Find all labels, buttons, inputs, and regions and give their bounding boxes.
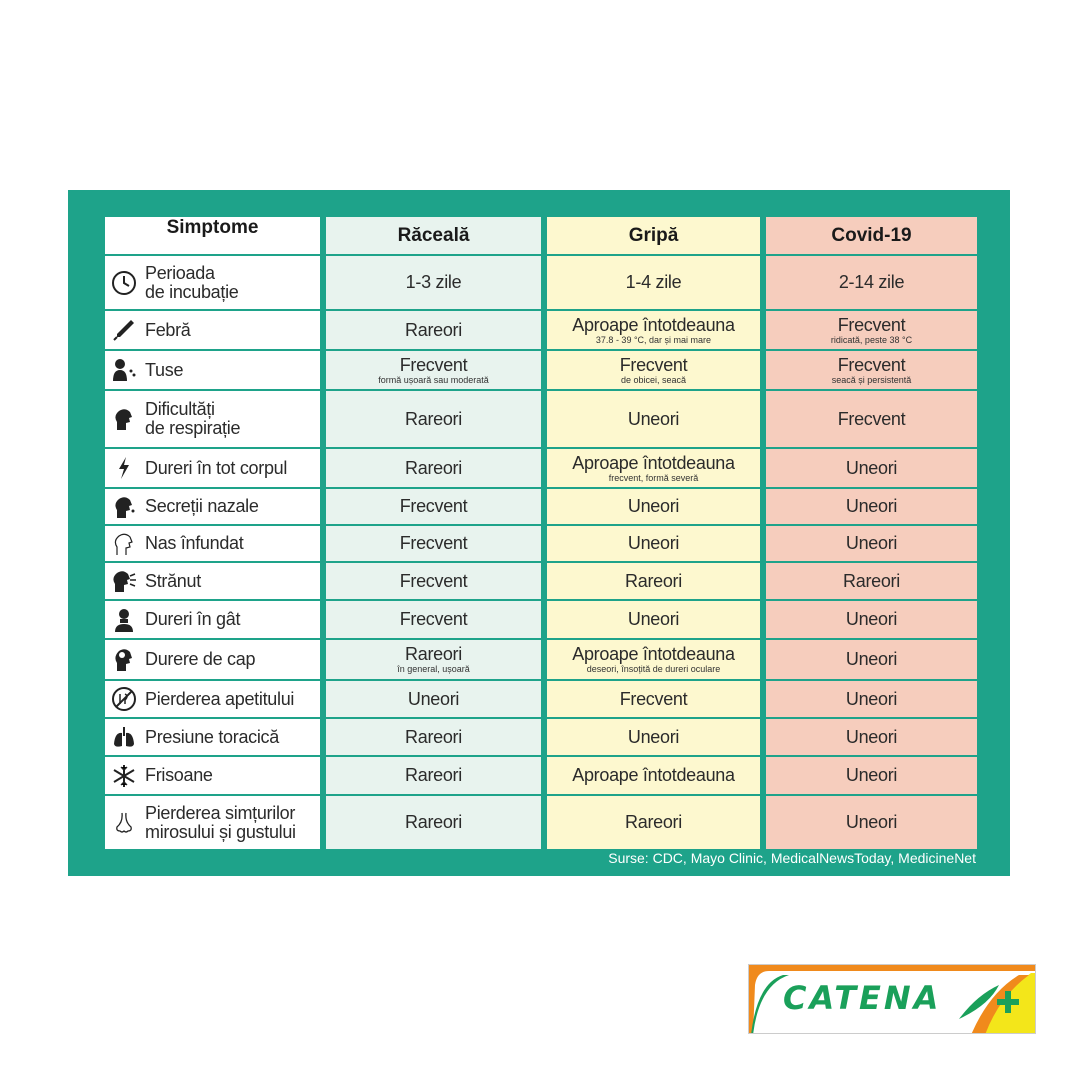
symptom-label: Perioada de incubație [145, 262, 239, 302]
cell-value: Uneori [845, 649, 898, 669]
symptom-label: Durere de cap [145, 649, 256, 669]
symptom-cell [105, 489, 320, 524]
cell-value: Rareori [405, 457, 462, 478]
flu-cell [547, 311, 760, 349]
cell-value: Aproape întotdeauna [572, 765, 735, 785]
cell-note: seacă și persistentă [831, 374, 912, 385]
flu-cell [547, 449, 760, 487]
cell-value: Uneori [627, 408, 680, 429]
symptom-cell [105, 256, 320, 309]
header-symptoms: Simptome [105, 217, 320, 254]
header-covid: Covid-19 [766, 217, 977, 254]
flu-cell [547, 757, 760, 794]
cold-cell [326, 489, 541, 524]
nose-icon [111, 810, 137, 836]
symptom-label: Pierderea apetitului [145, 688, 295, 709]
symptom-cell [105, 640, 320, 679]
cold-cell [326, 563, 541, 599]
covid-cell [766, 526, 977, 561]
snowflake-icon [111, 763, 137, 789]
cell-value: Uneori [627, 609, 680, 629]
stuffy-nose-icon [111, 531, 137, 557]
cell-value: Rareori [405, 726, 462, 747]
cell-note: formă ușoară sau moderată [378, 374, 489, 385]
symptom-label: Strănut [145, 570, 201, 591]
cell-value: 1-3 zile [405, 272, 462, 292]
cell-value: Uneori [845, 496, 898, 516]
cell-note: deseori, însoțită de dureri oculare [586, 664, 721, 674]
cell-value: 2-14 zile [838, 272, 905, 292]
flu-cell [547, 681, 760, 717]
symptom-cell [105, 796, 320, 849]
logo-text: CATENA [783, 979, 942, 1017]
cell-value: Frecvent [837, 314, 906, 335]
header-cold: Răceală [326, 217, 541, 254]
cell-value: Rareori [405, 644, 462, 664]
cell-value: Aproape întotdeauna [572, 644, 735, 664]
symptom-cell [105, 681, 320, 717]
symptom-cell [105, 526, 320, 561]
cell-value: Rareori [405, 812, 462, 832]
symptom-table [105, 217, 975, 841]
cell-value: Frecvent [837, 408, 906, 429]
cold-cell [326, 256, 541, 309]
cell-value: Frecvent [399, 570, 468, 591]
cell-value: Uneori [407, 688, 460, 709]
cell-value: Frecvent [837, 354, 906, 375]
cell-note: frecvent, formă severă [608, 472, 699, 483]
symptom-cell [105, 757, 320, 794]
breathing-icon [111, 406, 137, 432]
symptom-label: Pierderea simțurilor mirosului și gustului [145, 802, 296, 842]
covid-cell [766, 757, 977, 794]
covid-cell [766, 681, 977, 717]
lightning-icon [111, 455, 137, 481]
sources-note: Surse: CDC, Mayo Clinic, MedicalNewsToday, MedicineNet [608, 850, 976, 866]
cell-note: în general, ușoară [397, 664, 470, 674]
symptom-label: Dureri în tot corpul [145, 457, 288, 478]
symptom-cell [105, 601, 320, 638]
covid-cell [766, 256, 977, 309]
covid-cell [766, 351, 977, 389]
sore-throat-icon [111, 607, 137, 633]
cell-value: Rareori [405, 765, 462, 785]
cold-cell [326, 719, 541, 755]
symptom-cell [105, 351, 320, 389]
symptom-label: Nas înfundat [145, 533, 244, 553]
cold-cell [326, 757, 541, 794]
covid-cell [766, 719, 977, 755]
cell-value: Uneori [845, 726, 898, 747]
symptom-label: Frisoane [145, 765, 213, 785]
cell-value: Aproape întotdeauna [572, 452, 735, 473]
cell-value: Frecvent [399, 533, 468, 553]
symptom-cell [105, 563, 320, 599]
flu-cell [547, 563, 760, 599]
thermometer-icon [111, 317, 137, 343]
cell-value: Uneori [627, 496, 680, 516]
cold-cell [326, 351, 541, 389]
flu-cell [547, 719, 760, 755]
cell-value: Aproape întotdeauna [572, 314, 735, 335]
cell-value: Uneori [845, 533, 898, 553]
cell-value: Uneori [627, 533, 680, 553]
cell-value: Uneori [845, 688, 898, 709]
covid-cell [766, 311, 977, 349]
symptom-cell [105, 719, 320, 755]
cell-value: 1-4 zile [625, 272, 682, 292]
cell-note: ridicată, peste 38 °C [830, 334, 913, 345]
sneeze-icon [111, 568, 137, 594]
flu-cell [547, 526, 760, 561]
covid-cell [766, 449, 977, 487]
symptom-cell [105, 311, 320, 349]
flu-cell [547, 351, 760, 389]
cold-cell [326, 681, 541, 717]
cell-value: Uneori [845, 609, 898, 629]
cell-value: Rareori [625, 812, 682, 832]
flu-cell [547, 256, 760, 309]
catena-logo [748, 964, 1036, 1034]
cell-value: Uneori [845, 457, 898, 478]
comparison-panel [68, 190, 1010, 876]
symptom-label: Secreții nazale [145, 496, 259, 516]
symptom-label: Febră [145, 319, 191, 340]
covid-cell [766, 640, 977, 679]
cold-cell [326, 526, 541, 561]
cell-value: Frecvent [619, 688, 688, 709]
symptom-label: Tuse [145, 359, 184, 380]
cold-cell [326, 449, 541, 487]
flu-cell [547, 601, 760, 638]
covid-cell [766, 391, 977, 447]
cell-note: de obicei, seacă [620, 374, 687, 385]
flu-cell [547, 391, 760, 447]
cough-icon [111, 357, 137, 383]
cell-value: Frecvent [399, 496, 468, 516]
symptom-label: Dificultăți de respirație [145, 399, 241, 438]
flu-cell [547, 796, 760, 849]
flu-cell [547, 489, 760, 524]
symptom-label: Presiune toracică [145, 726, 279, 747]
clock-icon [111, 270, 137, 296]
cell-value: Frecvent [399, 354, 468, 375]
cold-cell [326, 601, 541, 638]
cell-value: Frecvent [619, 354, 688, 375]
header-flu: Gripă [547, 217, 760, 254]
cell-value: Rareori [843, 570, 900, 591]
covid-cell [766, 563, 977, 599]
cell-value: Uneori [627, 726, 680, 747]
cold-cell [326, 640, 541, 679]
symptom-label: Dureri în gât [145, 609, 241, 629]
symptom-cell [105, 449, 320, 487]
runny-nose-icon [111, 494, 137, 520]
headache-icon [111, 647, 137, 673]
cold-cell [326, 311, 541, 349]
flu-cell [547, 640, 760, 679]
cold-cell [326, 391, 541, 447]
covid-cell [766, 601, 977, 638]
cell-note: 37.8 - 39 °C, dar și mai mare [595, 334, 712, 345]
cell-value: Rareori [405, 319, 462, 340]
covid-cell [766, 489, 977, 524]
cell-value: Uneori [845, 812, 898, 832]
cell-value: Rareori [405, 408, 462, 429]
covid-cell [766, 796, 977, 849]
no-food-icon [111, 686, 137, 712]
symptom-cell [105, 391, 320, 447]
cell-value: Frecvent [399, 609, 468, 629]
lungs-icon [111, 724, 137, 750]
cold-cell [326, 796, 541, 849]
cell-value: Rareori [625, 570, 682, 591]
cell-value: Uneori [845, 765, 898, 785]
